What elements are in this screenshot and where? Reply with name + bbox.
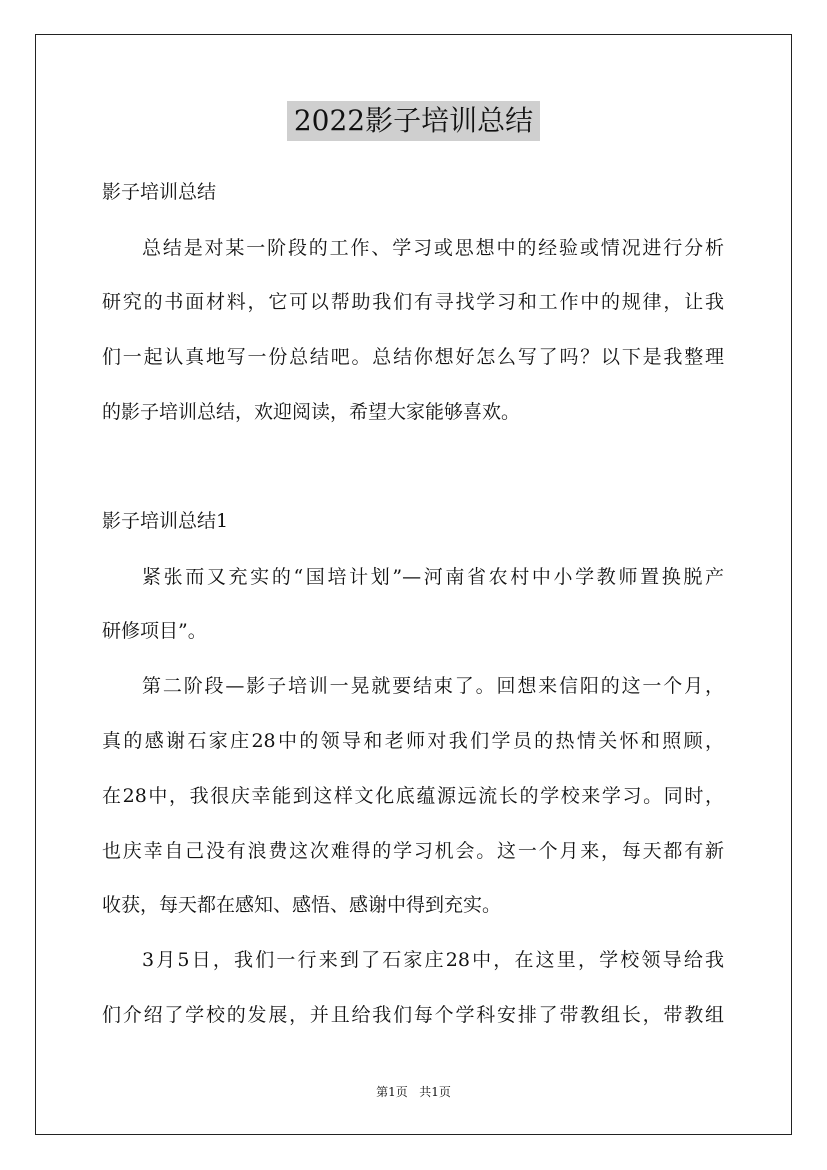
document-heading: 影子培训总结: [102, 181, 217, 203]
para2-line-3: 在28中，我很庆幸能到这样文化底蕴源远流长的学校来学习。同时，: [102, 785, 724, 807]
document-title: 2022影子培训总结: [287, 101, 540, 141]
page-number: 第1页: [376, 1085, 408, 1099]
intro-line-2: 研究的书面材料，它可以帮助我们有寻找学习和工作中的规律，让我: [102, 291, 724, 313]
para3-line-2: 们介绍了学校的发展，并且给我们每个学科安排了带教组长，带教组: [102, 1004, 724, 1026]
para2-line-5: 收获，每天都在感知、感悟、感谢中得到充实。: [102, 894, 502, 916]
para3-line-1: 3月5日，我们一行来到了石家庄28中，在这里，学校领导给我: [142, 949, 724, 971]
para1-line-2: 研修项目”。: [102, 620, 207, 642]
para2-line-2: 真的感谢石家庄28中的领导和老师对我们学员的热情关怀和照顾，: [102, 730, 724, 752]
page-footer: [0, 1083, 827, 1101]
intro-line-3: 们一起认真地写一份总结吧。总结你想好怎么写了吗？以下是我整理: [102, 346, 724, 368]
para2-line-4: 也庆幸自己没有浪费这次难得的学习机会。这一个月来，每天都有新: [102, 840, 724, 862]
para2-line-1: 第二阶段—影子培训一晃就要结束了。回想来信阳的这一个月，: [142, 675, 724, 697]
intro-line-1: 总结是对某一阶段的工作、学习或思想中的经验或情况进行分析: [142, 237, 724, 259]
section-1-heading: 影子培训总结1: [102, 510, 229, 532]
total-pages: 共1页: [419, 1085, 451, 1099]
intro-line-4: 的影子培训总结，欢迎阅读，希望大家能够喜欢。: [102, 401, 521, 423]
para1-line-1: 紧张而又充实的“国培计划”—河南省农村中小学教师置换脱产: [142, 566, 724, 588]
